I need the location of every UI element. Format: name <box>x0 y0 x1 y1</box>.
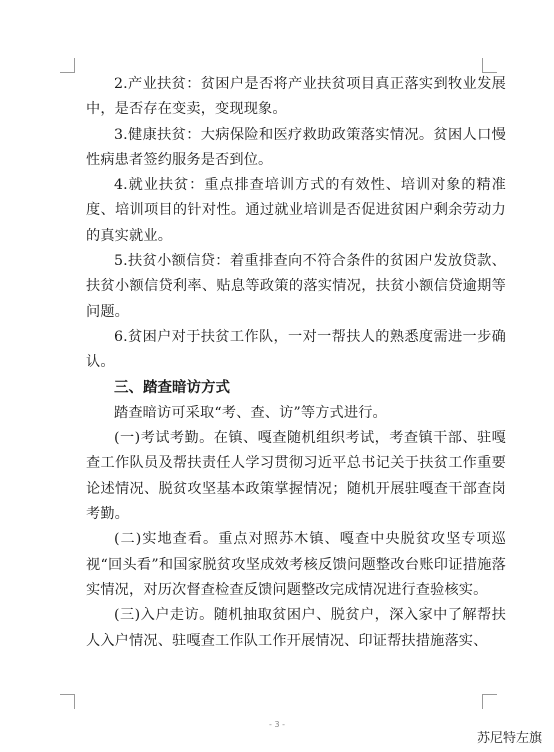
page-number: - 3 - <box>269 720 285 729</box>
watermark-text: 苏尼特左旗 <box>476 731 542 746</box>
paragraph-industry-poverty: 2.产业扶贫：贫困户是否将产业扶贫项目真正落实到牧业发展中，是否存在变卖，变现现象。 <box>86 76 506 118</box>
paragraph-exam-attendance: (一)考试考勤。在镇、嘎查随机组织考试，考查镇干部、驻嘎查工作队员及帮扶责任人学习贯彻习近平总书记关于扶贫工作重要论述情况、脱贫攻坚基本政策掌握情况；随机开展驻嘎查干部查岗考勤。 <box>86 430 506 523</box>
crop-mark-bottom-left <box>60 694 75 709</box>
crop-mark-top-left <box>60 58 75 73</box>
crop-mark-bottom-right <box>482 694 497 709</box>
paragraph-employment-poverty: 4.就业扶贫：重点排查培训方式的有效性、培训对象的精准度、培训项目的针对性。通过就业培训是否促进贫困户剩余劳动力的真实就业。 <box>86 177 506 244</box>
paragraph-household-visit: (三)入户走访。随机抽取贫困户、脱贫户，深入家中了解帮扶人入户情况、驻嘎查工作队工作开展情况、印证帮扶措施落实、 <box>86 607 506 649</box>
paragraph-microcredit: 5.扶贫小额信贷：着重排查向不符合条件的贫困户发放贷款、扶贫小额信贷利率、贴息等政策的落实情况，扶贫小额信贷逾期等问题。 <box>86 253 506 320</box>
paragraph-health-poverty: 3.健康扶贫：大病保险和医疗救助政策落实情况。贫困人口慢性病患者签约服务是否到位。 <box>86 126 506 168</box>
paragraph-work-team-familiarity: 6.贫困户对于扶贫工作队，一对一帮扶人的熟悉度需进一步确认。 <box>86 328 506 371</box>
crop-mark-top-right <box>482 58 497 73</box>
section-heading: 三、踏查暗访方式 <box>114 379 230 396</box>
paragraph-site-inspection: (二)实地查看。重点对照苏木镇、嘎查中央脱贫攻坚专项巡视“回头看”和国家脱贫攻坚成效考核反馈问题整改台账印证措施落实情况，对历次督查检查反馈问题整改完成情况进行查验核实。 <box>86 531 506 598</box>
paragraph-methods-intro: 踏查暗访可采取“考、查、访”等方式进行。 <box>114 404 387 421</box>
document-body <box>86 72 506 654</box>
